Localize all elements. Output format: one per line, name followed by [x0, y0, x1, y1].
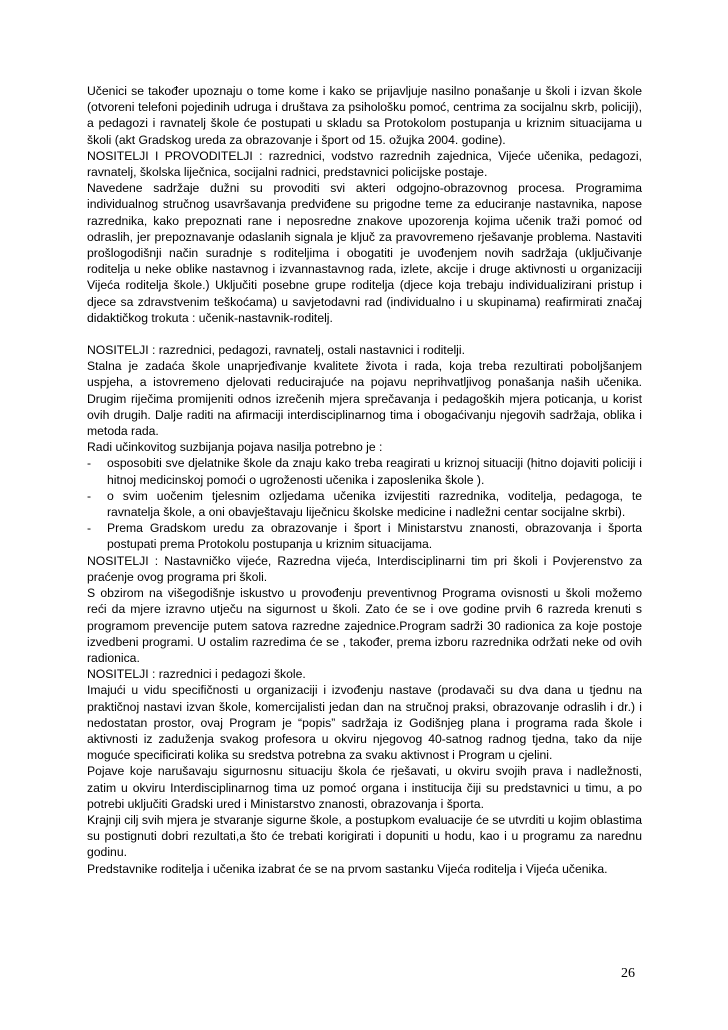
bullet-text: osposobiti sve djelatnike škole da znaju kako treba reagirati u kriznoj situaciji (hitno dojaviti policiji i hitnoj medicinskoj pomoći o ugroženosti učenika i zaposlenika škole ). [107, 456, 642, 487]
paragraph-prevention-program: S obzirom na višegodišnje iskustvo u provođenju preventivnog Programa ovisnosti u školi možemo reći da mjere izravno utječu na sigurnost u školi. Zato će se i ove godine prvih 6 razreda krenuti s programom prevencije putem satova razredne zajednice.Program sadrži 30 radionica za koje postoje izvedbeni programi. U ostalim razredima će se , također, prema izboru razrednika održati neke od ovih radionica. [87, 586, 642, 665]
bullet-dash: - [87, 456, 92, 471]
paragraph-violence-intro: Radi učinkovitog suzbijanja pojava nasilja potrebno je : [87, 440, 383, 455]
bullet-dash: - [87, 488, 92, 503]
paragraph-goal: Krajnji cilj svih mjera je stvaranje sigurne škole, a postupkom evaluacije će se utvrditi u kojim oblastima su postignuti dobri rezultati,a što će trebati korigirati i dopuniti u hodu, kao i u programu za narednu godinu. [87, 812, 642, 860]
paragraph-nositelji-provoditelji: NOSITELJI I PROVODITELJI : razrednici, vodstvo razrednih zajednica, Vijeće učenika, pedagozi, ravnatelj, školska liječnica, socijalni radnici, predstavnici policijske postaje. [87, 148, 642, 180]
bullet-text: o svim uočenim tjelesnim ozljedama učenika izvijestiti razrednika, voditelja, pedagoga, te ravnatelja škole, a oni obavještavaju liječnicu školske medicine i nadležni centar socijalne skrbi). [107, 488, 642, 520]
paragraph-representatives: Predstavnike roditelja i učenika izabrat će se na prvom sastanku Vijeća roditelja i Vijeća učenika. [87, 861, 608, 876]
paragraph-teacher-training: Navedene sadržaje dužni su provoditi svi akteri odgojno-obrazovnog procesa. Programima individualnog stručnog usavršavanja predviđene su prigodne teme za educiranje nastavnika, napose razrednika, kako prepoznati rane i neposredne znakove upozorenja kojima učenik traži pomoć od odraslih, jer prepoznavanje odaslanih signala je ključ za pravovremeno rješavanje problema. Nastaviti prošlogodišnji način suradnje s roditeljima i obogatiti je uvođenjem novih sadržaja (uključivanje roditelja u neke oblike nastavnog i izvannastavnog rada, izlete, akcije i druge aktivnosti u organizaciji Vijeća roditelja škole.) Uključiti posebne grupe roditelja (djece koja trebaju individualizirani pristup i djece sa zdravstvenim teškoćama) u savjetodavni rad (individualno i u skupinama) reafirmirati značaj didaktičkog trokuta : učenik-nastavnik-roditelj. [87, 181, 642, 325]
page-number: 26 [621, 966, 635, 981]
paragraph-nositelji-3: NOSITELJI : razrednici i pedagozi škole. [87, 667, 306, 682]
list-item [87, 455, 642, 487]
list-item [87, 488, 642, 520]
paragraph-nositelji-1: NOSITELJI : razrednici, pedagozi, ravnatelj, ostali nastavnici i roditelji. [87, 343, 465, 358]
paragraph-nositelji-2: NOSITELJI : Nastavničko vijeće, Razredna vijeća, Interdisciplinarni tim pri školi i Povjerenstvo za praćenje ovog programa pri školi. [87, 553, 642, 584]
bullet-dash: - [87, 521, 92, 536]
document-body [87, 83, 642, 877]
paragraph-reporting: Učenici se također upoznaju o tome kome i kako se prijavljuje nasilno ponašanje u školi i izvan škole (otvoreni telefoni pojedinih udruga i društava za psihološku pomoć, centrima za socijalnu skrb, policiji), a pedagozi i ravnatelj škole će postupati u skladu sa Protokolom postupanja u kriznim situacijama u školi (akt Gradskog ureda za obrazovanje i šport od 15. ožujka 2004. godine). [87, 84, 642, 147]
paragraph-security: Pojave koje narušavaju sigurnosnu situaciju škola će rješavati, u okviru svojih prava i nadležnosti, zatim u okviru Interdisciplinarnog tima uz pomoć organa i institucija čiji su predstavnici u timu, a po potrebi uključiti Gradski ured i Ministarstvo znanosti, obrazovanja i športa. [87, 764, 642, 811]
paragraph-school-task: Stalna je zadaća škole unaprjeđivanje kvalitete života i rada, koja treba rezultirati poboljšanjem uspjeha, a istovremeno djelovati reducirajuće na pojavu neprihvatljivog ponašanja naših učenika. Drugim riječima promijeniti odnos izrečenih mjera sprečavanja i pedagoških mjera poticanja, u korist ovih drugih. Dalje raditi na afirmaciji interdisciplinarnog tima i obogaćivanju njegovih sadržaja, oblika i metoda rada. [87, 359, 642, 439]
paragraph-specifics: Imajući u vidu specifičnosti u organizaciji i izvođenju nastave (prodavači su dva dana u tjednu na praktičnoj nastavi izvan škole, komercijalisti jedan dan na stručnoj praksi, obrazovanje odraslih i dr.) i nedostatan prostor, ovaj Program je “popis” sadržaja iz Godišnjeg plana i programa rada škole i aktivnosti iz zaduženja svakog profesora u okviru njegovog 40-satnog radnog tjedna, tako da nije moguće specificirati kolika su sredstva potrebna za svaku aktivnost i Program u cjelini. [87, 683, 642, 763]
bullet-text: Prema Gradskom uredu za obrazovanje i šport i Ministarstvu znanosti, obrazovanja i športa postupati prema Protokolu postupanja u kriznim situacijama. [107, 521, 642, 552]
list-item [87, 520, 642, 552]
